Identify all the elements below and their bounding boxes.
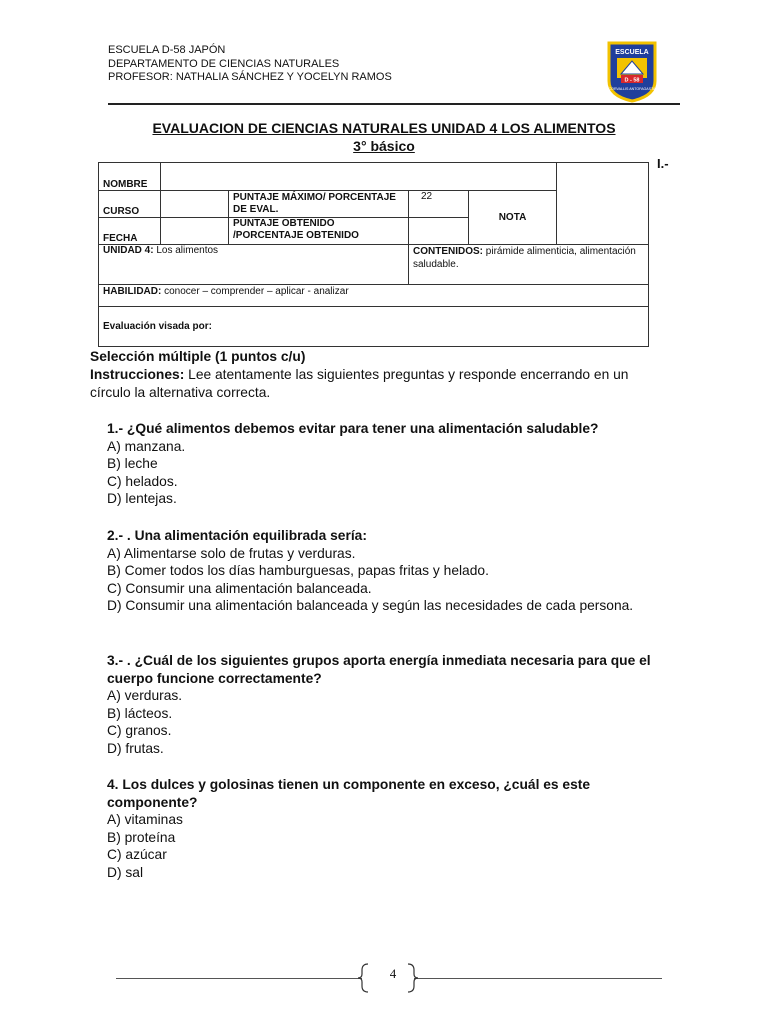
option-a[interactable]: A) Alimentarse solo de frutas y verduras.	[107, 545, 356, 561]
option-c[interactable]: C) granos.	[107, 723, 172, 739]
section-title: Selección múltiple (1 puntos c/u)	[90, 349, 306, 364]
puntaje-obtenido-field[interactable]	[409, 218, 469, 245]
exam-title: EVALUACION DE CIENCIAS NATURALES UNIDAD 4 LOS ALIMENTOS	[152, 120, 616, 136]
footer-line-right	[414, 978, 662, 979]
question-3	[107, 652, 667, 758]
option-a[interactable]: A) vitaminas	[107, 812, 183, 828]
exam-subtitle: 3° básico	[353, 138, 415, 154]
school-logo	[607, 41, 657, 103]
puntaje-max-label: PUNTAJE MÁXIMO/ PORCENTAJE DE EVAL.	[229, 191, 409, 218]
school-header	[108, 44, 392, 85]
option-b[interactable]: B) Comer todos los días hamburguesas, papas fritas y helado.	[107, 563, 489, 579]
habilidad-value: conocer – comprender – aplicar - analizar	[164, 286, 349, 297]
section-number: I.-	[657, 156, 669, 171]
question-4	[107, 776, 667, 882]
option-b[interactable]: B) proteína	[107, 829, 176, 845]
visada-label: Evaluación visada por:	[99, 307, 649, 347]
instructions-text: Lee atentamente las siguientes preguntas y responde encerrando en un círculo la alternativa correcta.	[90, 367, 629, 400]
option-b[interactable]: B) leche	[107, 456, 158, 472]
section-heading	[90, 348, 670, 402]
option-a[interactable]: A) verduras.	[107, 688, 183, 704]
page-number: 4	[389, 966, 397, 981]
question-text: 2.- . Una alimentación equilibrada sería:	[107, 528, 367, 543]
option-d[interactable]: D) Consumir una alimentación balanceada y según las necesidades de cada persona.	[107, 598, 634, 614]
option-c[interactable]: C) Consumir una alimentación balanceada.	[107, 580, 372, 596]
instructions-label: Instrucciones:	[90, 367, 185, 382]
curso-field[interactable]	[161, 191, 229, 218]
fecha-label: FECHA	[99, 218, 161, 245]
logo-top-text: ESCUELA	[615, 49, 649, 56]
instructions	[90, 366, 670, 402]
habilidad-cell	[99, 285, 649, 307]
nombre-field[interactable]	[161, 163, 557, 191]
option-c[interactable]: C) helados.	[107, 473, 178, 489]
option-d[interactable]: D) sal	[107, 864, 144, 880]
question-1	[107, 420, 667, 508]
habilidad-label: HABILIDAD:	[103, 286, 162, 297]
option-a[interactable]: A) manzana.	[107, 438, 186, 454]
unidad-value: Los alimentos	[156, 245, 219, 256]
contenidos-label: CONTENIDOS:	[413, 246, 483, 257]
nota-label: NOTA	[469, 191, 557, 245]
nota-field[interactable]	[557, 163, 649, 245]
puntaje-obtenido-label: PUNTAJE OBTENIDO /PORCENTAJE OBTENIDO	[229, 218, 409, 245]
option-d[interactable]: D) lentejas.	[107, 491, 177, 507]
question-text: 1.- ¿Qué alimentos debemos evitar para tener una alimentación saludable?	[107, 421, 599, 436]
puntaje-max-value: 22	[409, 191, 469, 218]
question-text: 4. Los dulces y golosinas tienen un componente en exceso, ¿cuál es este componente?	[107, 777, 591, 810]
question-text: 3.- . ¿Cuál de los siguientes grupos aporta energía inmediata necesaria para que el cuerpo funcione correctamente?	[107, 653, 651, 686]
footer-line-left	[116, 978, 362, 979]
header-divider	[108, 103, 680, 105]
logo-mid-text: D - 58	[624, 77, 640, 84]
student-info-table	[98, 162, 649, 347]
contenidos-value: pirámide alimenticia, alimentación saludable.	[413, 246, 636, 270]
option-b[interactable]: B) lácteos.	[107, 705, 173, 721]
option-c[interactable]: C) azúcar	[107, 847, 167, 863]
logo-bottom-text: CORVALLIS ANTOFAGASTA	[608, 87, 656, 91]
fecha-field[interactable]	[161, 218, 229, 245]
department-name: DEPARTAMENTO DE CIENCIAS NATURALES	[108, 57, 340, 70]
teacher-names: PROFESOR: NATHALIA SÁNCHEZ Y YOCELYN RAMOS	[108, 71, 392, 83]
unidad-label: UNIDAD 4:	[103, 245, 154, 256]
option-d[interactable]: D) frutas.	[107, 740, 164, 756]
unidad-cell	[99, 245, 409, 285]
nombre-label: NOMBRE	[99, 163, 161, 191]
curso-label: CURSO	[99, 191, 161, 218]
school-name: ESCUELA D-58 JAPÓN	[108, 44, 226, 56]
question-2	[107, 527, 667, 615]
contenidos-cell	[409, 245, 649, 285]
